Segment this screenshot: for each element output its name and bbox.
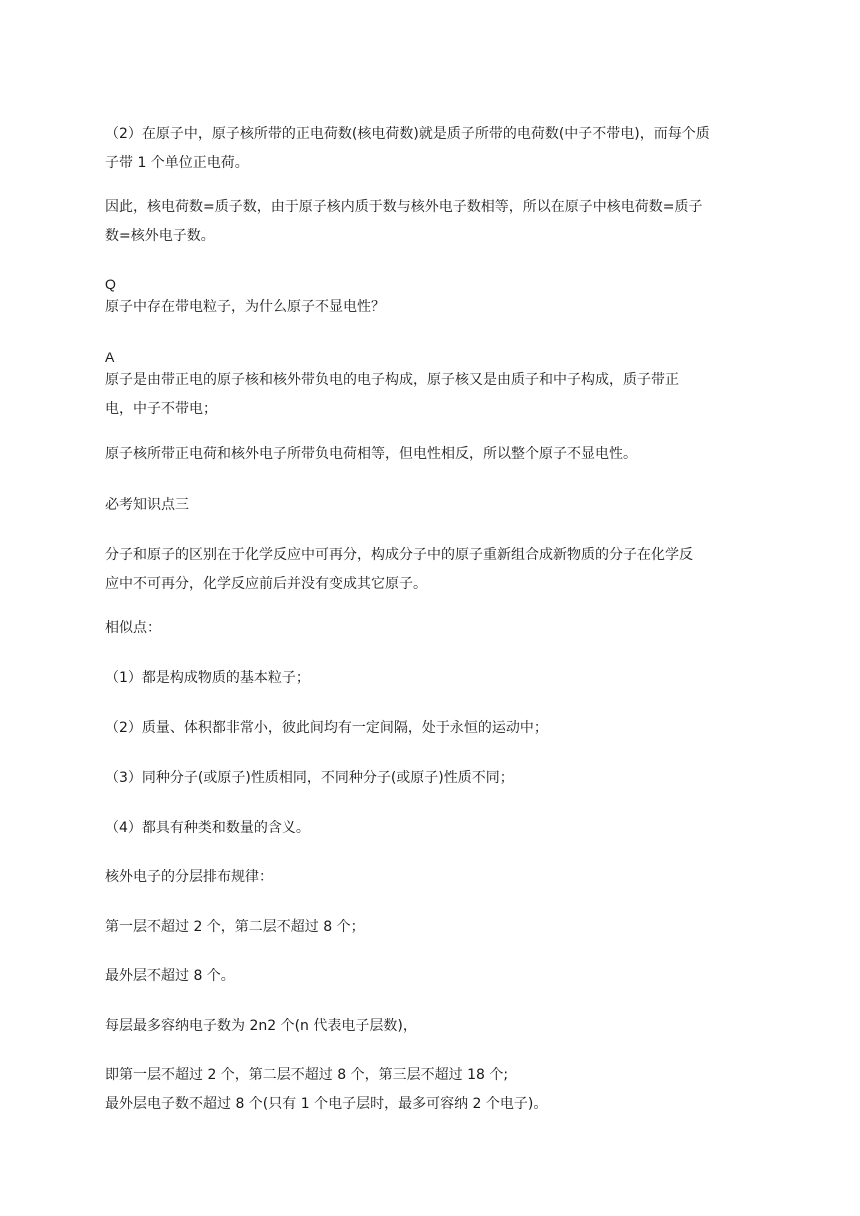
text-line: 分子和原子的区别在于化学反应中可再分，构成分子中的原子重新组合成新物质的分子在化学反 (105, 547, 693, 563)
rule-line: 每层最多容纳电子数为 2n2 个(n 代表电子层数)， (105, 1018, 417, 1034)
paragraph-molecule-atom (105, 541, 765, 599)
text-line: 原子是由带正电的原子核和核外带负电的电子构成，原子核又是由质子和中子构成，质子带正 (105, 372, 679, 388)
answer-marker: A (105, 349, 115, 365)
similar-item: （3）同种分子(或原子)性质相同，不同种分子(或原子)性质不同； (105, 770, 514, 786)
text-line: 即第一层不超过 2 个，第二层不超过 8 个，第三层不超过 18 个; (105, 1067, 509, 1083)
rule-detail (105, 1061, 765, 1119)
text-line: 数=核外电子数。 (105, 228, 215, 244)
similar-item: （4）都具有种类和数量的含义。 (105, 820, 310, 836)
text-line: 因此，核电荷数=质子数，由于原子核内质于数与核外电子数相等，所以在原子中核电荷数=质子 (105, 199, 703, 215)
text-line: 最外层电子数不超过 8 个(只有 1 个电子层时，最多可容纳 2 个电子)。 (105, 1096, 548, 1112)
question-text: 原子中存在带电粒子，为什么原子不显电性？ (105, 299, 385, 315)
similar-heading: 相似点： (105, 620, 161, 636)
rule-line: 最外层不超过 8 个。 (105, 968, 235, 984)
rule-line: 第一层不超过 2 个，第二层不超过 8 个； (105, 919, 365, 935)
similar-item: （2）质量、体积都非常小，彼此间均有一定间隔，处于永恒的运动中； (105, 720, 548, 736)
text-line: 应中不可再分，化学反应前后并没有变成其它原子。 (105, 576, 427, 592)
answer-text (105, 366, 765, 424)
electron-heading: 核外电子的分层排布规律： (105, 869, 273, 885)
text-line: （2）在原子中，原子核所带的正电荷数(核电荷数)就是质子所带的电荷数(中子不带电)，而每个质 (105, 126, 710, 142)
answer-text-continued: 原子核所带正电荷和核外电子所带负电荷相等，但电性相反，所以整个原子不显电性。 (105, 446, 637, 462)
text-line: 电，中子不带电； (105, 401, 217, 417)
question-marker: Q (105, 276, 116, 292)
paragraph-conclusion (105, 193, 765, 251)
similar-item: （1）都是构成物质的基本粒子； (105, 670, 310, 686)
section-title: 必考知识点三 (105, 497, 189, 513)
text-line: 子带 1 个单位正电荷。 (105, 155, 249, 171)
paragraph-nuclear-charge (105, 120, 765, 178)
